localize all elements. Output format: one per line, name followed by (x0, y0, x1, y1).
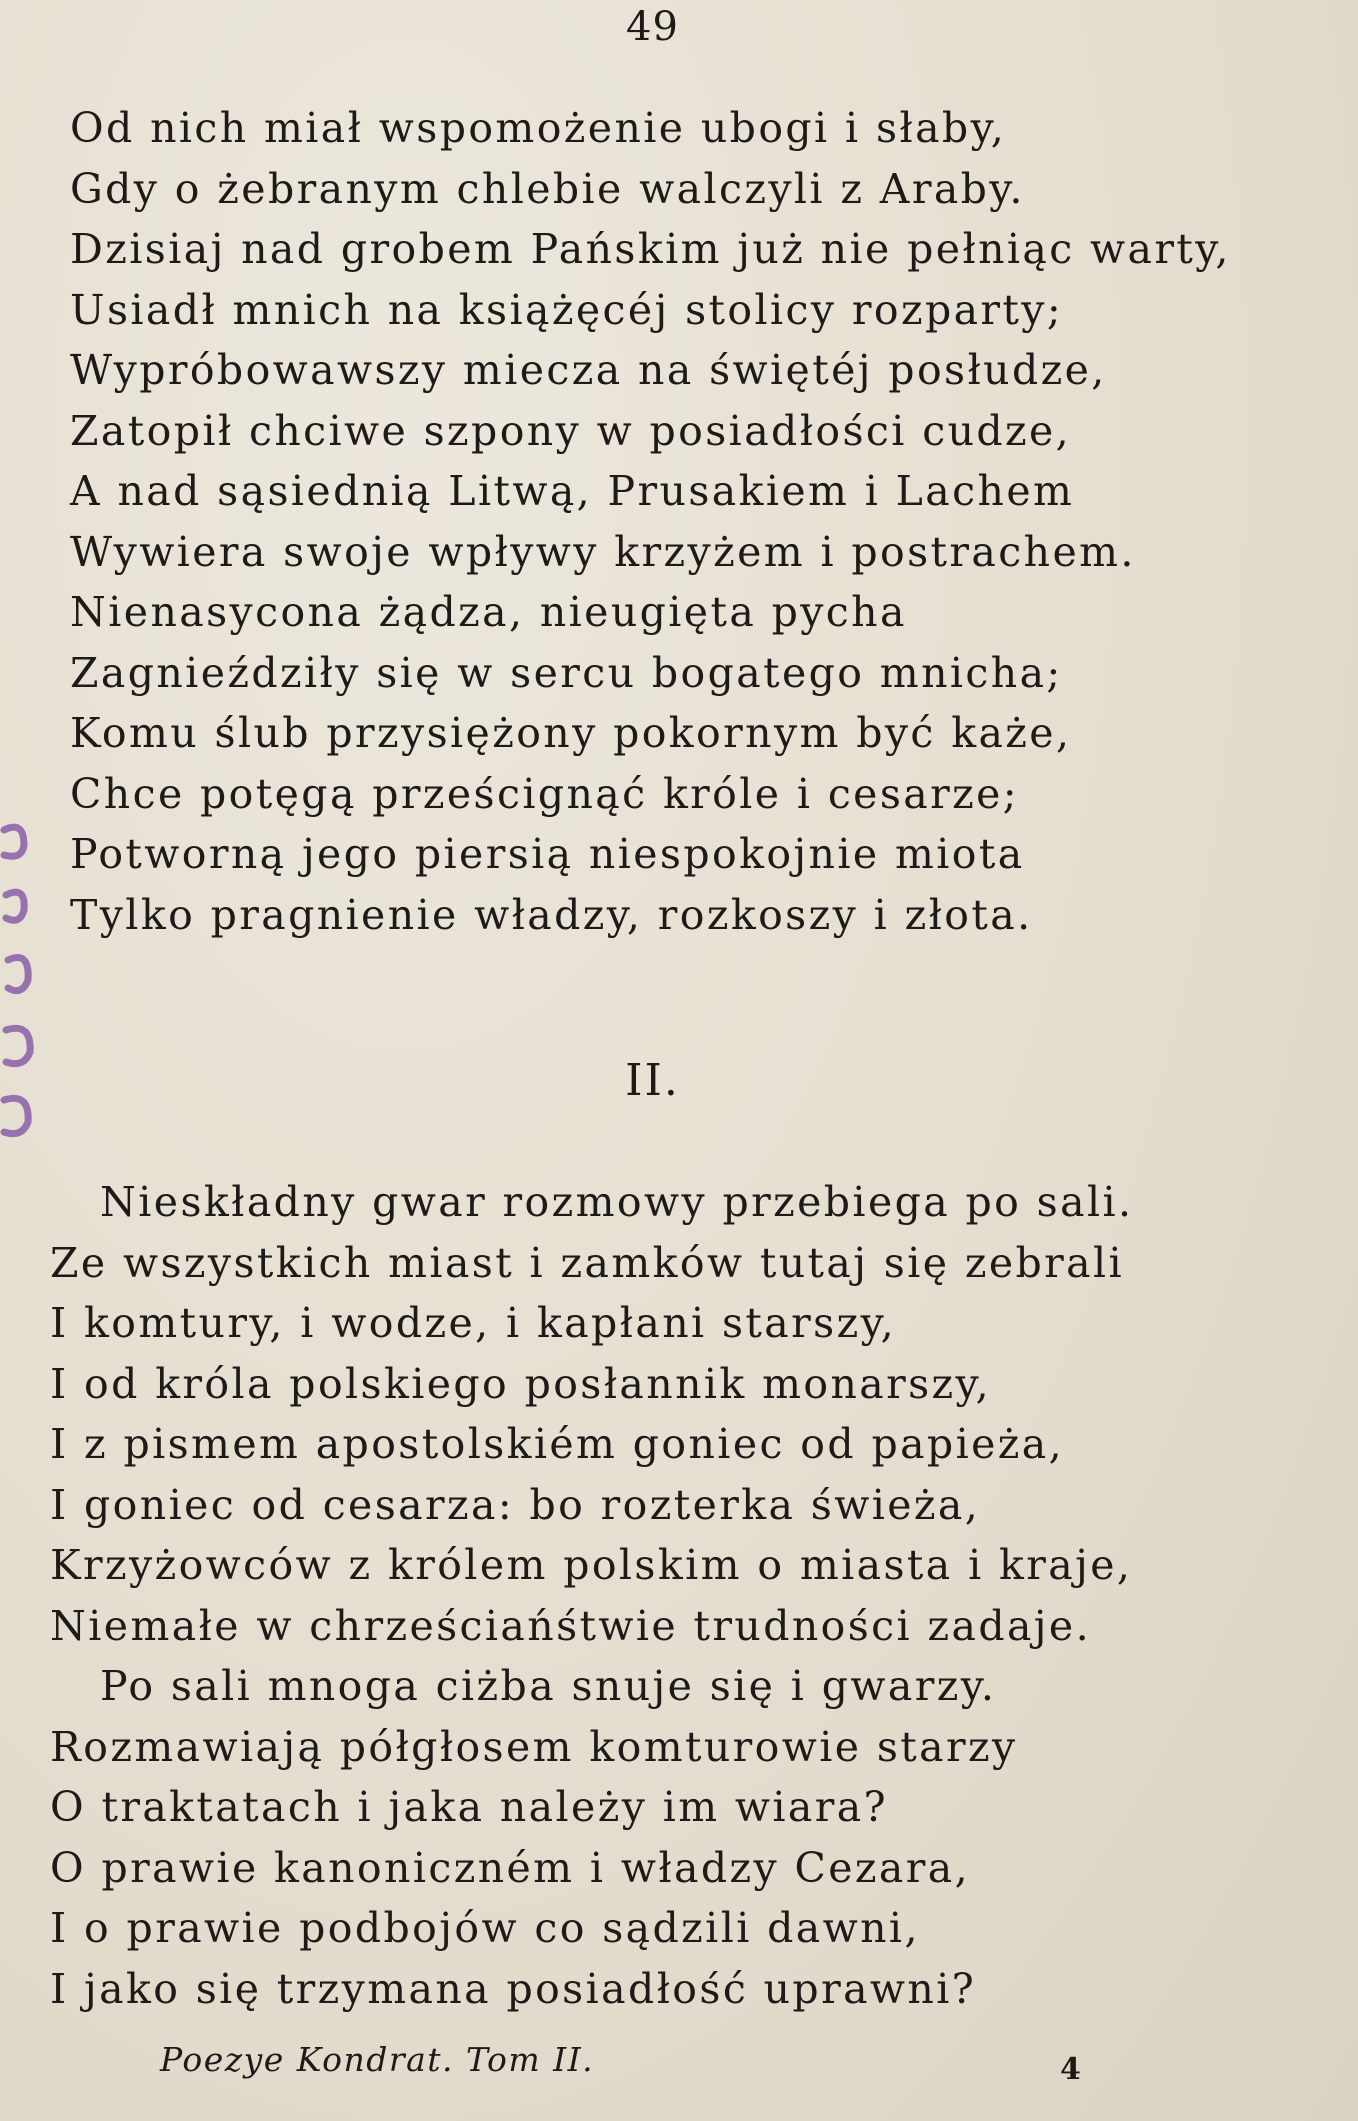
stanza-2 (50, 1172, 1133, 2019)
verse-line: Wywiera swoje wpływy krzyżem i postrachem. (70, 527, 1136, 576)
verse-line: O prawie kanoniczném i władzy Cezara, (50, 1843, 971, 1892)
verse-line: Dzisiaj nad grobem Pańskim już nie pełniąc warty, (70, 225, 1231, 273)
verse-line: Zatopił chciwe szpony w posiadłości cudze, (70, 406, 1072, 455)
verse-line: I z pismem apostolskiém goniec od papieża, (50, 1420, 1065, 1468)
section-heading: II. (625, 1055, 680, 1106)
verse-line: I od króla polskiego posłannik monarszy, (50, 1359, 992, 1408)
verse-line: I o prawie podbojów co sądzili dawni, (50, 1904, 920, 1952)
verse-line: I goniec od cesarza: bo rozterka świeża, (50, 1480, 981, 1529)
printer-signature: 4 (1060, 2052, 1081, 2087)
verse-line: Usiadł mnich na książęcéj stolicy rozparty; (70, 285, 1064, 334)
verse-line: I jako się trzymana posiadłość uprawni? (50, 1964, 977, 2013)
verse-line: Ze wszystkich miast i zamków tutaj się zebrali (50, 1238, 1125, 1287)
verse-line: Rozmawiają półgłosem komturowie starzy (50, 1722, 1018, 1771)
verse-line: Tylko pragnienie władzy, rozkoszy i złota. (70, 890, 1033, 939)
verse-line: O traktatach i jaka należy im wiara? (50, 1783, 888, 1831)
stanza-1 (70, 98, 1231, 945)
verse-line: Niemałe w chrześciańśtwie trudności zadaje. (50, 1601, 1092, 1650)
verse-line: Komu ślub przysiężony pokornym być każe, (70, 709, 1072, 757)
footer-signature-line: Poezye Kondrat. Tom II. (160, 2040, 595, 2079)
verse-line: Krzyżowców z królem polskim o miasta i kraje, (50, 1541, 1133, 1589)
verse-line: Potworną jego piersią niespokojnie miota (70, 830, 1025, 878)
verse-line: Gdy o żebranym chlebie walczyli z Araby. (70, 164, 1025, 213)
library-stamp-mark (0, 800, 64, 1160)
page-number: 49 (626, 4, 679, 50)
verse-line: I komtury, i wodze, i kapłani starszy, (50, 1299, 897, 1347)
verse-line: Nienasycona żądza, nieugięta pycha (70, 588, 907, 636)
verse-line: Wypróbowawszy miecza na świętéj posłudze, (70, 346, 1107, 394)
verse-line: Nieskładny gwar rozmowy przebiega po sali. (100, 1178, 1134, 1226)
verse-line: Zagnieździły się w sercu bogatego mnicha; (70, 648, 1063, 697)
verse-line: Po sali mnoga ciżba snuje się i gwarzy. (100, 1662, 997, 1710)
verse-line: Od nich miał wspomożenie ubogi i słaby, (70, 104, 1007, 152)
verse-line: A nad sąsiednią Litwą, Prusakiem i Lachem (70, 467, 1075, 515)
verse-line: Chce potęgą prześcignąć króle i cesarze; (70, 769, 1020, 818)
